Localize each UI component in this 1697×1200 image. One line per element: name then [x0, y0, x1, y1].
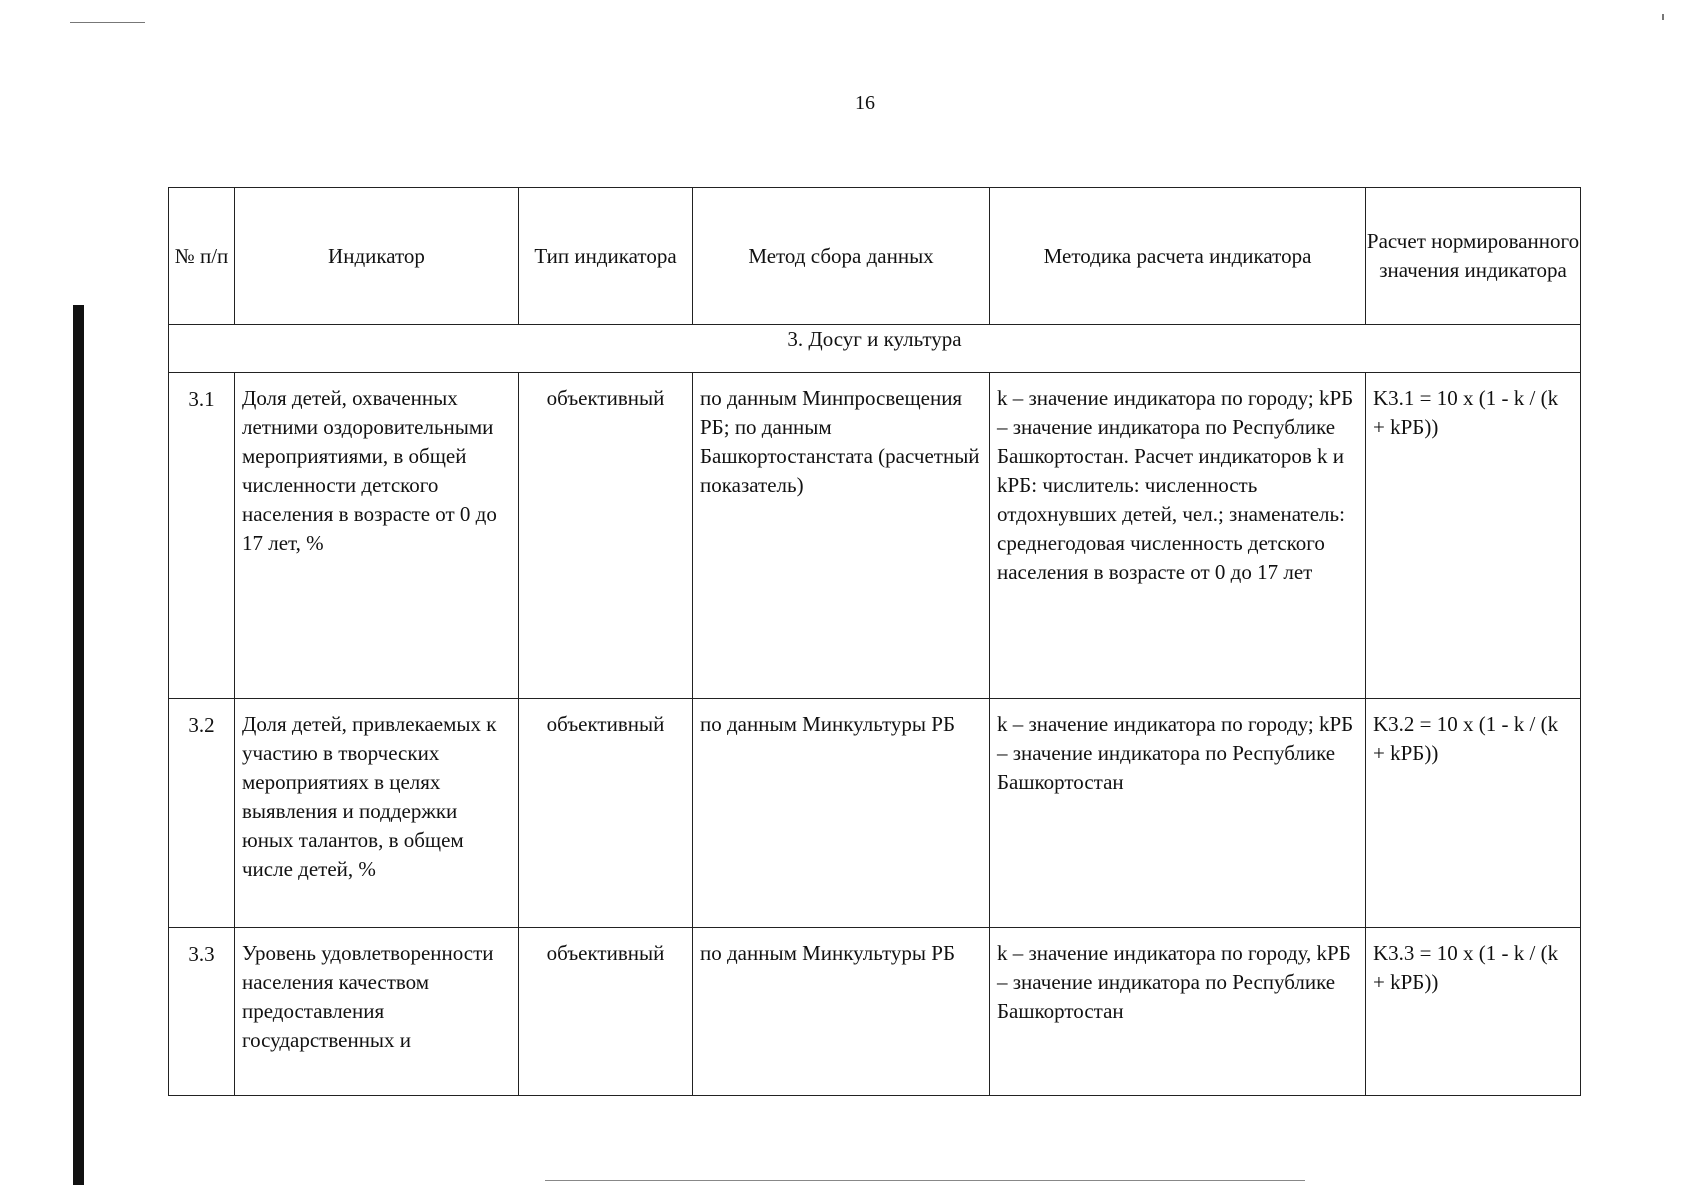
header-num: № п/п — [169, 188, 235, 325]
row-methodology: k – значение индикатора по городу, kРБ – значение индикатора по Республике Башкортостан — [990, 928, 1366, 1096]
row-calc: K3.2 = 10 x (1 - k / (k + kРБ)) — [1366, 699, 1581, 928]
page-number: 16 — [855, 92, 875, 114]
table-row — [169, 699, 1581, 928]
row-number: 3.1 — [169, 373, 235, 699]
row-method: по данным Минкультуры РБ — [693, 928, 990, 1096]
row-number: 3.2 — [169, 699, 235, 928]
row-number: 3.3 — [169, 928, 235, 1096]
header-method: Метод сбора данных — [693, 188, 990, 325]
section-title: 3. Досуг и культура — [169, 325, 1581, 373]
row-method: по данным Минкультуры РБ — [693, 699, 990, 928]
table-header-row — [169, 188, 1581, 325]
scan-artifact-tick — [1662, 14, 1664, 20]
section-row — [169, 325, 1581, 373]
header-indicator: Индикатор — [235, 188, 519, 325]
header-type: Тип индикатора — [519, 188, 693, 325]
row-type: объективный — [519, 928, 693, 1096]
row-method: по данным Минпросвещения РБ; по данным Башкортостанстата (расчетный показатель) — [693, 373, 990, 699]
header-methodology: Методика расчета индикатора — [990, 188, 1366, 325]
row-calc: K3.3 = 10 x (1 - k / (k + kРБ)) — [1366, 928, 1581, 1096]
indicators-table — [168, 187, 1581, 1096]
row-indicator: Доля детей, охваченных летними оздоровительными мероприятиями, в общей численности детского населения в возрасте от 0 до 17 лет, % — [235, 373, 519, 699]
header-calc: Расчет нормированного значения индикатора — [1366, 188, 1581, 325]
row-calc: K3.1 = 10 x (1 - k / (k + kРБ)) — [1366, 373, 1581, 699]
scan-artifact-left-bar — [73, 305, 84, 1185]
scan-artifact-top-line — [70, 22, 145, 23]
table-row — [169, 928, 1581, 1096]
row-type: объективный — [519, 373, 693, 699]
table-row — [169, 373, 1581, 699]
row-type: объективный — [519, 699, 693, 928]
row-indicator: Уровень удовлетворенности населения качеством предоставления государственных и — [235, 928, 519, 1096]
scan-artifact-bottom-line — [545, 1180, 1305, 1181]
row-methodology: k – значение индикатора по городу; kРБ – значение индикатора по Республике Башкортостан. Расчет индикаторов k и kРБ: числитель: численность отдохнувших детей, чел.; знаменатель: среднегодовая численность детского населения в возрасте от 0 до 17 лет — [990, 373, 1366, 699]
row-indicator: Доля детей, привлекаемых к участию в творческих мероприятиях в целях выявления и поддержки юных талантов, в общем числе детей, % — [235, 699, 519, 928]
row-methodology: k – значение индикатора по городу; kРБ – значение индикатора по Республике Башкортостан — [990, 699, 1366, 928]
